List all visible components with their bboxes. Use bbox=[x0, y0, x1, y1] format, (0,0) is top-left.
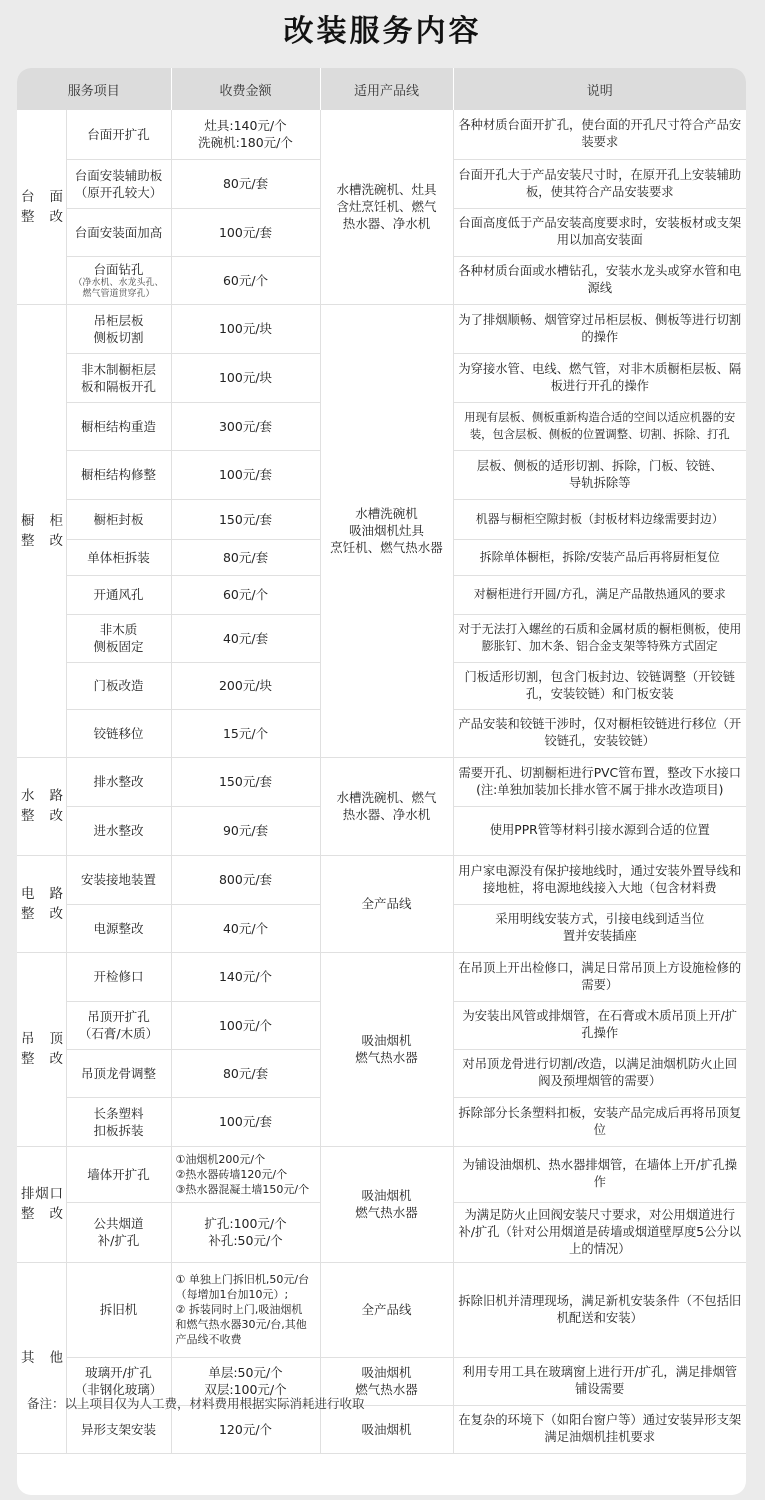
service-desc: 为了排烟顺畅、烟管穿过吊柜层板、侧板等进行切割的操作 bbox=[453, 304, 746, 353]
service-item: 开检修口 bbox=[66, 952, 171, 1001]
product-line-electric: 全产品线 bbox=[320, 855, 453, 952]
service-item: 非木制橱柜层 板和隔板开孔 bbox=[66, 353, 171, 402]
service-desc: 用现有层板、侧板重新构造合适的空间以适应机器的安装，包含层板、侧板的位置调整、切割、拆除、打孔 bbox=[453, 402, 746, 450]
service-item: 橱柜封板 bbox=[66, 499, 171, 539]
service-price: 100元/套 bbox=[171, 450, 320, 499]
service-price: 140元/个 bbox=[171, 952, 320, 1001]
service-price: 40元/个 bbox=[171, 904, 320, 952]
service-item: 非木质 侧板固定 bbox=[66, 614, 171, 662]
service-price: 200元/块 bbox=[171, 662, 320, 709]
service-item: 橱柜结构修整 bbox=[66, 450, 171, 499]
service-desc: 各种材质台面或水槽钻孔，安装水龙头或穿水管和电源线 bbox=[453, 256, 746, 304]
service-desc: 层板、侧板的适形切割、拆除，门板、铰链、 导轨拆除等 bbox=[453, 450, 746, 499]
product-line-countertop: 水槽洗碗机、灶具 含灶烹饪机、燃气 热水器、净水机 bbox=[320, 110, 453, 304]
service-item: 开通风孔 bbox=[66, 575, 171, 614]
category-water: 水 路 整 改 bbox=[17, 757, 66, 855]
header-description: 说明 bbox=[453, 68, 746, 110]
product-line-other-bracket: 吸油烟机 bbox=[320, 1405, 453, 1453]
service-item: 安装接地装置 bbox=[66, 855, 171, 904]
service-desc: 为铺设油烟机、热水器排烟管，在墙体上开/扩孔操作 bbox=[453, 1146, 746, 1202]
service-price: 60元/个 bbox=[171, 575, 320, 614]
service-item bbox=[66, 256, 171, 304]
service-item: 铰链移位 bbox=[66, 709, 171, 757]
header-price: 收费金额 bbox=[171, 68, 320, 110]
category-other: 其 他 bbox=[17, 1262, 66, 1453]
product-line-ceiling: 吸油烟机 燃气热水器 bbox=[320, 952, 453, 1146]
service-price: 100元/套 bbox=[171, 208, 320, 256]
service-desc: 为安装出风管或排烟管，在石膏或木质吊顶上开/扩孔操作 bbox=[453, 1001, 746, 1049]
service-price: 单层:50元/个 双层:100元/个 bbox=[171, 1357, 320, 1405]
service-price: 40元/套 bbox=[171, 614, 320, 662]
service-price: 灶具:140元/个 洗碗机:180元/个 bbox=[171, 110, 320, 159]
service-item: 吊顶龙骨调整 bbox=[66, 1049, 171, 1097]
service-table-card bbox=[17, 68, 746, 1495]
service-item: 异形支架安装 bbox=[66, 1405, 171, 1453]
category-cabinet: 橱 柜 整 改 bbox=[17, 304, 66, 757]
service-price: 60元/个 bbox=[171, 256, 320, 304]
service-desc: 在复杂的环境下（如阳台窗户等）通过安装异形支架满足油烟机挂机要求 bbox=[453, 1405, 746, 1453]
table-header-row bbox=[17, 68, 746, 110]
service-price: 80元/套 bbox=[171, 1049, 320, 1097]
service-price: 扩孔:100元/个 补孔:50元/个 bbox=[171, 1202, 320, 1262]
service-price: 100元/块 bbox=[171, 353, 320, 402]
product-line-other-glass: 吸油烟机 燃气热水器 bbox=[320, 1357, 453, 1405]
service-item: 电源整改 bbox=[66, 904, 171, 952]
service-desc: 用户家电源没有保护接地线时，通过安装外置导线和接地桩，将电源地线接入大地（包含材料费 bbox=[453, 855, 746, 904]
service-desc: 各种材质台面开扩孔，使台面的开孔尺寸符合产品安装要求 bbox=[453, 110, 746, 159]
category-exhaust: 排烟口 整 改 bbox=[17, 1146, 66, 1262]
service-item: 台面安装辅助板 （原开孔较大） bbox=[66, 159, 171, 208]
service-desc: 拆除旧机并清理现场，满足新机安装条件（不包括旧机配送和安装） bbox=[453, 1262, 746, 1357]
service-price: 100元/块 bbox=[171, 304, 320, 353]
service-item: 台面安装面加高 bbox=[66, 208, 171, 256]
service-price: 120元/个 bbox=[171, 1405, 320, 1453]
service-table bbox=[17, 68, 746, 1454]
table-row bbox=[17, 855, 746, 904]
product-line-water: 水槽洗碗机、燃气 热水器、净水机 bbox=[320, 757, 453, 855]
service-item: 长条塑料 扣板拆装 bbox=[66, 1097, 171, 1146]
service-desc: 为满足防火止回阀安装尺寸要求，对公用烟道进行补/扩孔（针对公用烟道是砖墙或烟道壁厚度5公分以上的情况） bbox=[453, 1202, 746, 1262]
service-price: 150元/套 bbox=[171, 499, 320, 539]
service-desc: 拆除部分长条塑料扣板，安装产品完成后再将吊顶复位 bbox=[453, 1097, 746, 1146]
service-price: 80元/套 bbox=[171, 159, 320, 208]
product-line-cabinet: 水槽洗碗机 吸油烟机灶具 烹饪机、燃气热水器 bbox=[320, 304, 453, 757]
service-desc: 需要开孔、切割橱柜进行PVC管布置，整改下水接口(注:单独加装加长排水管不属于排水改造项目) bbox=[453, 757, 746, 806]
service-desc: 机器与橱柜空隙封板（封板材料边缘需要封边） bbox=[453, 499, 746, 539]
service-desc: 采用明线安装方式，引接电线到适当位 置并安装插座 bbox=[453, 904, 746, 952]
table-row bbox=[17, 757, 746, 806]
service-desc: 对吊顶龙骨进行切割/改造，以满足油烟机防火止回阀及预埋烟管的需要） bbox=[453, 1049, 746, 1097]
service-item: 墙体开扩孔 bbox=[66, 1146, 171, 1202]
service-price: ①油烟机200元/个 ②热水器砖墙120元/个 ③热水器混凝土墙150元/个 bbox=[171, 1146, 320, 1202]
service-price: ① 单独上门拆旧机,50元/台 （每增加1台加10元）; ② 拆装同时上门,吸油烟机 和燃气热水器30元/台,其他 产品线不收费 bbox=[171, 1262, 320, 1357]
table-row bbox=[17, 110, 746, 159]
service-desc: 台面高度低于产品安装高度要求时，安装板材或支架用以加高安装面 bbox=[453, 208, 746, 256]
service-price: 100元/套 bbox=[171, 1097, 320, 1146]
service-item: 公共烟道 补/扩孔 bbox=[66, 1202, 171, 1262]
category-ceiling: 吊 顶 整 改 bbox=[17, 952, 66, 1146]
category-countertop: 台 面 整 改 bbox=[17, 110, 66, 304]
service-price: 15元/个 bbox=[171, 709, 320, 757]
service-price: 90元/套 bbox=[171, 806, 320, 855]
service-item: 吊柜层板 侧板切割 bbox=[66, 304, 171, 353]
service-item: 单体柜拆装 bbox=[66, 539, 171, 575]
service-desc: 利用专用工具在玻璃窗上进行开/扩孔，满足排烟管铺设需要 bbox=[453, 1357, 746, 1405]
service-desc: 产品安装和铰链干涉时，仅对橱柜铰链进行移位（开铰链孔，安装铰链） bbox=[453, 709, 746, 757]
service-item: 玻璃开/扩孔 （非钢化玻璃） bbox=[66, 1357, 171, 1405]
service-item: 台面开扩孔 bbox=[66, 110, 171, 159]
service-item-label: 台面钻孔 bbox=[93, 261, 144, 277]
service-item: 门板改造 bbox=[66, 662, 171, 709]
service-desc: 使用PPR管等材料引接水源到合适的位置 bbox=[453, 806, 746, 855]
footnote: 备注：以上项目仅为人工费，材料费用根据实际消耗进行收取 bbox=[27, 1396, 365, 1411]
table-row bbox=[17, 1262, 746, 1357]
service-price: 150元/套 bbox=[171, 757, 320, 806]
service-item-note: （净水机、水龙头孔、燃气管道贯穿孔） bbox=[73, 277, 164, 299]
table-row bbox=[17, 1146, 746, 1202]
category-electric: 电 路 整 改 bbox=[17, 855, 66, 952]
service-price: 300元/套 bbox=[171, 402, 320, 450]
service-item: 拆旧机 bbox=[66, 1262, 171, 1357]
service-desc: 对橱柜进行开圆/方孔，满足产品散热通风的要求 bbox=[453, 575, 746, 614]
page-title: 改装服务内容 bbox=[283, 14, 482, 49]
service-item: 排水整改 bbox=[66, 757, 171, 806]
service-price: 800元/套 bbox=[171, 855, 320, 904]
service-desc: 台面开孔大于产品安装尺寸时，在原开孔上安装辅助板，使其符合产品安装要求 bbox=[453, 159, 746, 208]
service-item: 进水整改 bbox=[66, 806, 171, 855]
service-item: 吊顶开扩孔 （石膏/木质） bbox=[66, 1001, 171, 1049]
service-desc: 拆除单体橱柜，拆除/安装产品后再将厨柜复位 bbox=[453, 539, 746, 575]
service-item: 橱柜结构重造 bbox=[66, 402, 171, 450]
header-item: 服务项目 bbox=[17, 68, 171, 110]
service-price: 100元/个 bbox=[171, 1001, 320, 1049]
service-desc: 在吊顶上开出检修口，满足日常吊顶上方设施检修的需要） bbox=[453, 952, 746, 1001]
service-desc: 为穿接水管、电线、燃气管，对非木质橱柜层板、隔板进行开孔的操作 bbox=[453, 353, 746, 402]
service-price: 80元/套 bbox=[171, 539, 320, 575]
product-line-other-remove: 全产品线 bbox=[320, 1262, 453, 1357]
product-line-exhaust: 吸油烟机 燃气热水器 bbox=[320, 1146, 453, 1262]
service-desc: 对于无法打入螺丝的石质和金属材质的橱柜侧板，使用膨胀钉、加木条、铝合金支架等特殊方式固定 bbox=[453, 614, 746, 662]
header-product-line: 适用产品线 bbox=[320, 68, 453, 110]
table-row bbox=[17, 952, 746, 1001]
service-desc: 门板适形切割，包含门板封边、铰链调整（开铰链孔，安装铰链）和门板安装 bbox=[453, 662, 746, 709]
table-row bbox=[17, 304, 746, 353]
table-row bbox=[17, 1405, 746, 1453]
